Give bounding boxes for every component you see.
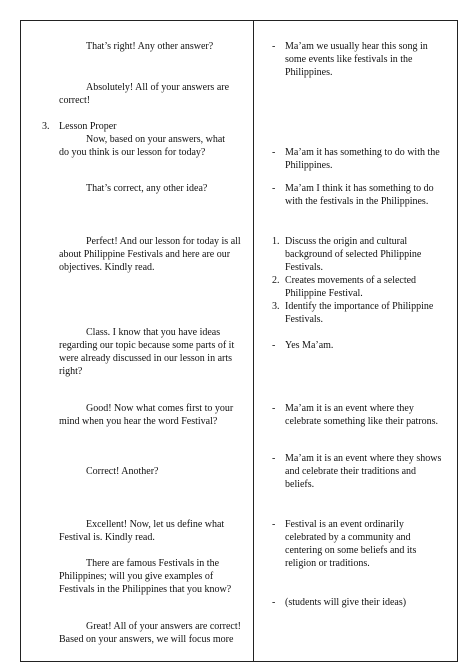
bullet-dash: - bbox=[272, 519, 276, 530]
teacher-line: objectives. Kindly read. bbox=[59, 262, 155, 273]
teacher-line: were already discussed in our lesson in arts bbox=[59, 353, 233, 364]
teacher-line: right? bbox=[59, 366, 83, 377]
teacher-line: That’s correct, any other idea? bbox=[86, 183, 208, 194]
student-response: Ma’am I think it has something to do with the festivals in the Philippines. bbox=[285, 183, 434, 207]
teacher-line: Excellent! Now, let us define what bbox=[86, 519, 225, 530]
student-response: Festival is an event ordinarily celebrated by a community and centering on some beliefs and its religion or traditions. bbox=[285, 519, 417, 569]
teacher-line: Class. I know that you have ideas bbox=[86, 327, 221, 338]
objective-item: Creates movements of a selected Philippine Festival. bbox=[285, 275, 417, 299]
objective-item: Discuss the origin and cultural background of selected Philippine Festivals. bbox=[285, 236, 422, 273]
objective-number: 2. bbox=[272, 275, 280, 286]
bullet-dash: - bbox=[272, 41, 276, 52]
teacher-line: There are famous Festivals in the bbox=[86, 558, 220, 569]
student-response: Yes Ma’am. bbox=[285, 340, 334, 351]
teacher-line: Great! All of your answers are correct! bbox=[86, 621, 241, 632]
teacher-line: Philippines; will you give examples of bbox=[59, 571, 214, 582]
objective-item: Identify the importance of Philippine Festivals. bbox=[285, 301, 434, 325]
student-response: Ma’am we usually hear this song in some events like festivals in the Philippines. bbox=[285, 41, 428, 78]
bullet-dash: - bbox=[272, 183, 276, 194]
bullet-dash: - bbox=[272, 403, 276, 414]
bullet-dash: - bbox=[272, 453, 276, 464]
student-response: Ma’am it has something to do with the Philippines. bbox=[285, 147, 440, 171]
column-divider bbox=[253, 20, 254, 662]
teacher-line: Festivals in the Philippines that you know? bbox=[59, 584, 232, 595]
bullet-dash: - bbox=[272, 147, 276, 158]
teacher-line: Based on your answers, we will focus more bbox=[59, 634, 234, 645]
teacher-line: regarding our topic because some parts of it bbox=[59, 340, 235, 351]
bullet-dash: - bbox=[272, 340, 276, 351]
teacher-line: mind when you hear the word Festival? bbox=[59, 416, 218, 427]
teacher-line: Perfect! And our lesson for today is all bbox=[86, 236, 241, 247]
student-response: Ma’am it is an event where they celebrate something like their patrons. bbox=[285, 403, 439, 427]
teacher-line: about Philippine Festivals and here are our bbox=[59, 249, 231, 260]
student-response: (students will give their ideas) bbox=[285, 597, 407, 608]
section-title: Lesson Proper bbox=[59, 121, 117, 132]
teacher-line: That’s right! Any other answer? bbox=[86, 41, 214, 52]
teacher-line: Good! Now what comes first to your bbox=[86, 403, 234, 414]
teacher-line: Absolutely! All of your answers are bbox=[86, 82, 230, 93]
teacher-line: do you think is our lesson for today? bbox=[59, 147, 206, 158]
bullet-dash: - bbox=[272, 597, 276, 608]
objective-number: 3. bbox=[272, 301, 280, 312]
student-response: Ma’am it is an event where they shows and celebrate their traditions and beliefs. bbox=[285, 453, 442, 490]
section-number: 3. bbox=[42, 121, 50, 132]
teacher-line: Correct! Another? bbox=[86, 466, 159, 477]
teacher-line: Now, based on your answers, what bbox=[86, 134, 226, 145]
teacher-line: correct! bbox=[59, 95, 91, 106]
teacher-line: Festival is. Kindly read. bbox=[59, 532, 155, 543]
objective-number: 1. bbox=[272, 236, 280, 247]
